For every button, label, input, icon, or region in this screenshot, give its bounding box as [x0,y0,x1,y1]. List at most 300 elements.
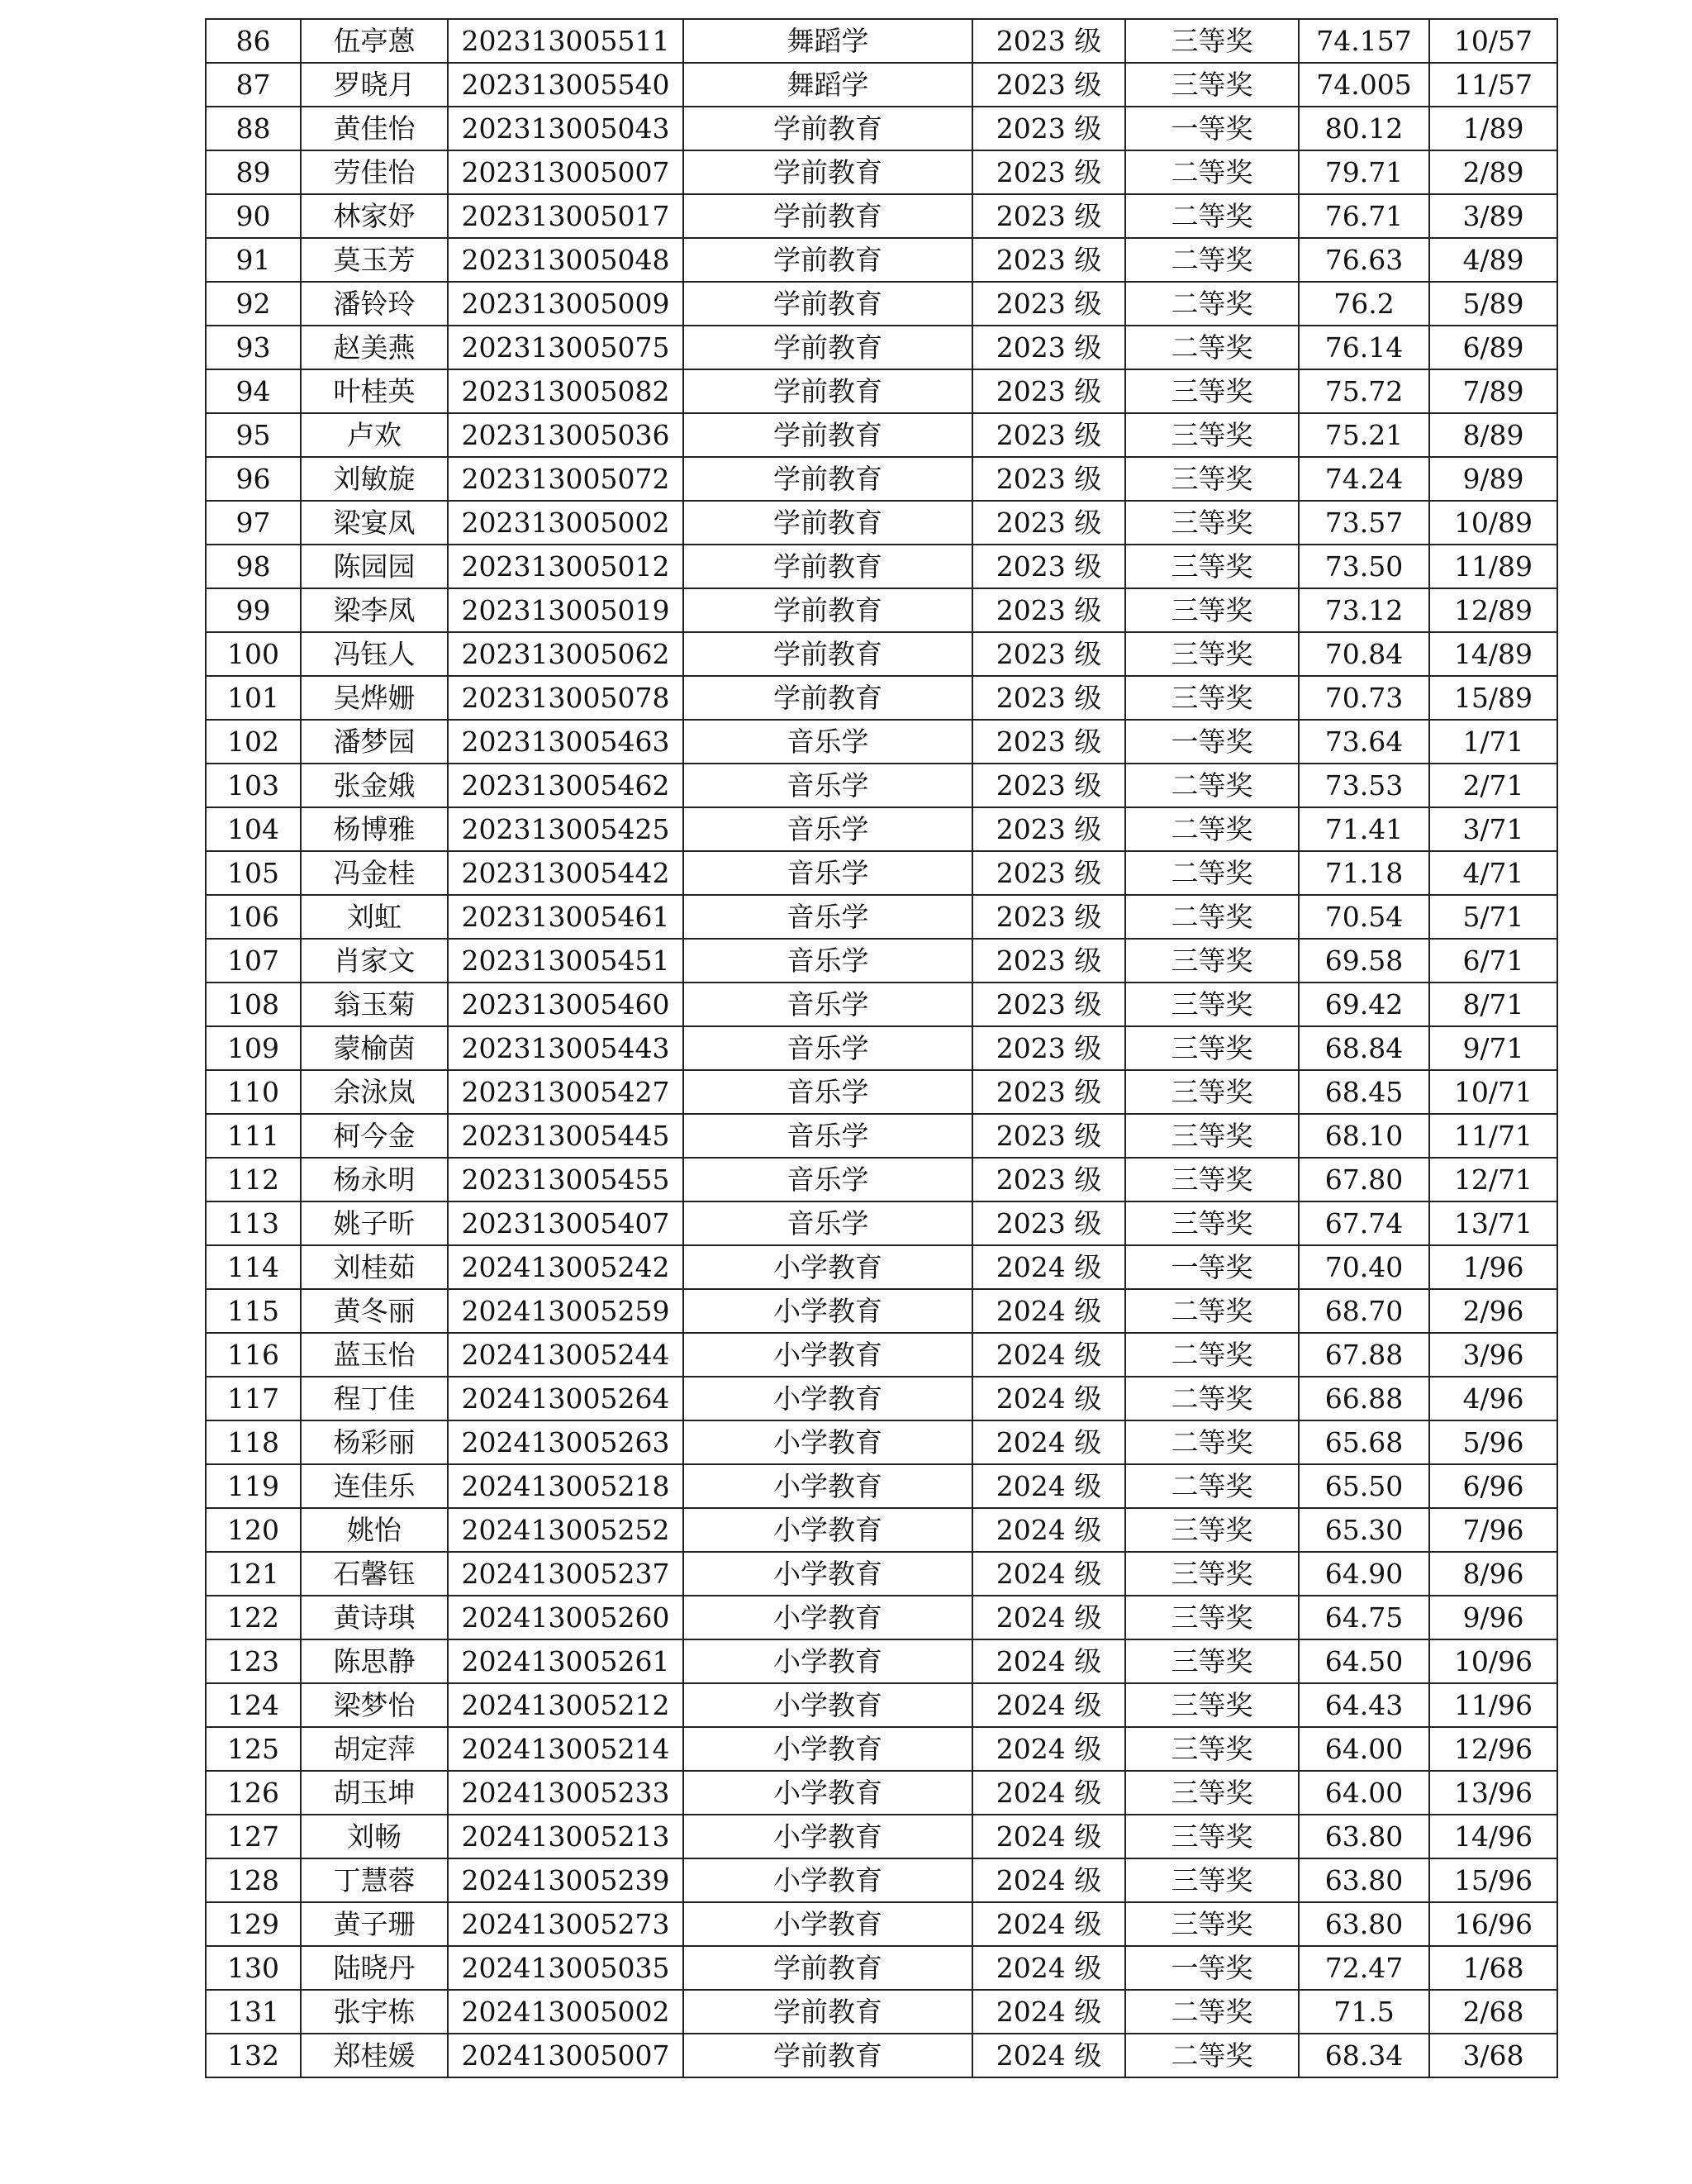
score-cell: 64.00 [1299,1727,1429,1771]
score-cell: 69.58 [1299,939,1429,983]
major-cell: 学前教育 [683,369,972,413]
award-level-cell: 二等奖 [1125,895,1299,939]
student-name-cell: 柯今金 [301,1114,448,1158]
table-row [206,851,1557,895]
student-id-cell: 202313005078 [448,676,683,720]
major-cell: 小学教育 [683,1771,972,1815]
score-cell: 69.42 [1299,983,1429,1026]
table-row [206,1464,1557,1508]
grade-cell: 2024 级 [972,1771,1125,1815]
table-row [206,632,1557,676]
major-cell: 音乐学 [683,807,972,851]
major-cell: 小学教育 [683,1727,972,1771]
award-level-cell: 三等奖 [1125,1508,1299,1552]
score-cell: 64.90 [1299,1552,1429,1596]
seq-number-cell: 115 [206,1289,301,1333]
grade-cell: 2023 级 [972,19,1125,63]
table-row [206,1639,1557,1683]
rank-cell: 11/89 [1429,545,1557,588]
student-name-cell: 梁李凤 [301,588,448,632]
table-row [206,1902,1557,1946]
student-id-cell: 202313005012 [448,545,683,588]
major-cell: 学前教育 [683,2034,972,2077]
grade-cell: 2023 级 [972,939,1125,983]
seq-number-cell: 109 [206,1026,301,1070]
grade-cell: 2023 级 [972,1026,1125,1070]
table-row [206,1377,1557,1420]
award-table-body [206,19,1557,2077]
table-row [206,107,1557,150]
score-cell: 73.57 [1299,501,1429,545]
major-cell: 音乐学 [683,1114,972,1158]
table-row [206,282,1557,326]
seq-number-cell: 99 [206,588,301,632]
rank-cell: 3/68 [1429,2034,1557,2077]
grade-cell: 2023 级 [972,807,1125,851]
rank-cell: 8/89 [1429,413,1557,457]
major-cell: 学前教育 [683,282,972,326]
major-cell: 音乐学 [683,939,972,983]
table-row [206,413,1557,457]
major-cell: 音乐学 [683,1201,972,1245]
student-name-cell: 陆晓丹 [301,1946,448,1990]
table-row [206,63,1557,107]
table-row [206,238,1557,282]
grade-cell: 2024 级 [972,1990,1125,2034]
seq-number-cell: 122 [206,1596,301,1639]
score-cell: 63.80 [1299,1902,1429,1946]
seq-number-cell: 100 [206,632,301,676]
student-name-cell: 潘铃玲 [301,282,448,326]
grade-cell: 2023 级 [972,150,1125,194]
seq-number-cell: 112 [206,1158,301,1201]
student-id-cell: 202313005425 [448,807,683,851]
seq-number-cell: 104 [206,807,301,851]
score-cell: 71.18 [1299,851,1429,895]
major-cell: 音乐学 [683,851,972,895]
grade-cell: 2023 级 [972,238,1125,282]
student-name-cell: 卢欢 [301,413,448,457]
award-level-cell: 二等奖 [1125,1464,1299,1508]
award-level-cell: 二等奖 [1125,238,1299,282]
seq-number-cell: 92 [206,282,301,326]
award-level-cell: 一等奖 [1125,1946,1299,1990]
award-level-cell: 二等奖 [1125,2034,1299,2077]
student-id-cell: 202313005451 [448,939,683,983]
grade-cell: 2023 级 [972,326,1125,369]
score-cell: 70.40 [1299,1245,1429,1289]
seq-number-cell: 102 [206,720,301,764]
student-name-cell: 胡定萍 [301,1727,448,1771]
rank-cell: 5/89 [1429,282,1557,326]
table-row [206,150,1557,194]
score-cell: 74.005 [1299,63,1429,107]
major-cell: 小学教育 [683,1552,972,1596]
award-level-cell: 三等奖 [1125,1902,1299,1946]
grade-cell: 2024 级 [972,1333,1125,1377]
score-cell: 72.47 [1299,1946,1429,1990]
major-cell: 舞蹈学 [683,19,972,63]
rank-cell: 10/96 [1429,1639,1557,1683]
seq-number-cell: 132 [206,2034,301,2077]
seq-number-cell: 130 [206,1946,301,1990]
rank-cell: 7/96 [1429,1508,1557,1552]
rank-cell: 10/89 [1429,501,1557,545]
rank-cell: 15/89 [1429,676,1557,720]
award-level-cell: 三等奖 [1125,939,1299,983]
student-id-cell: 202413005264 [448,1377,683,1420]
seq-number-cell: 107 [206,939,301,983]
seq-number-cell: 90 [206,194,301,238]
major-cell: 小学教育 [683,1377,972,1420]
score-cell: 65.30 [1299,1508,1429,1552]
student-name-cell: 肖家文 [301,939,448,983]
rank-cell: 4/71 [1429,851,1557,895]
seq-number-cell: 97 [206,501,301,545]
grade-cell: 2024 级 [972,1858,1125,1902]
seq-number-cell: 95 [206,413,301,457]
student-id-cell: 202313005407 [448,1201,683,1245]
score-cell: 68.45 [1299,1070,1429,1114]
score-cell: 73.12 [1299,588,1429,632]
major-cell: 学前教育 [683,632,972,676]
student-id-cell: 202313005461 [448,895,683,939]
seq-number-cell: 88 [206,107,301,150]
award-level-cell: 三等奖 [1125,676,1299,720]
table-row [206,1026,1557,1070]
student-id-cell: 202313005540 [448,63,683,107]
student-id-cell: 202413005263 [448,1420,683,1464]
student-name-cell: 吴烨姗 [301,676,448,720]
major-cell: 学前教育 [683,413,972,457]
table-row [206,1990,1557,2034]
table-row [206,1552,1557,1596]
award-level-cell: 三等奖 [1125,63,1299,107]
student-name-cell: 刘虹 [301,895,448,939]
rank-cell: 9/71 [1429,1026,1557,1070]
rank-cell: 4/89 [1429,238,1557,282]
student-name-cell: 莫玉芳 [301,238,448,282]
rank-cell: 11/96 [1429,1683,1557,1727]
award-level-cell: 三等奖 [1125,1815,1299,1858]
grade-cell: 2024 级 [972,1727,1125,1771]
grade-cell: 2024 级 [972,1683,1125,1727]
student-name-cell: 姚子昕 [301,1201,448,1245]
award-level-cell: 三等奖 [1125,1201,1299,1245]
award-level-cell: 二等奖 [1125,1333,1299,1377]
award-level-cell: 二等奖 [1125,282,1299,326]
student-name-cell: 黄诗琪 [301,1596,448,1639]
student-name-cell: 刘畅 [301,1815,448,1858]
seq-number-cell: 128 [206,1858,301,1902]
grade-cell: 2023 级 [972,545,1125,588]
student-name-cell: 劳佳怡 [301,150,448,194]
seq-number-cell: 94 [206,369,301,413]
seq-number-cell: 113 [206,1201,301,1245]
grade-cell: 2023 级 [972,194,1125,238]
major-cell: 学前教育 [683,1990,972,2034]
seq-number-cell: 131 [206,1990,301,2034]
award-level-cell: 二等奖 [1125,1377,1299,1420]
student-name-cell: 赵美燕 [301,326,448,369]
student-id-cell: 202313005072 [448,457,683,501]
rank-cell: 6/71 [1429,939,1557,983]
award-level-cell: 三等奖 [1125,369,1299,413]
table-row [206,939,1557,983]
score-cell: 67.88 [1299,1333,1429,1377]
major-cell: 小学教育 [683,1815,972,1858]
award-level-cell: 二等奖 [1125,764,1299,807]
score-cell: 66.88 [1299,1377,1429,1420]
score-cell: 64.50 [1299,1639,1429,1683]
student-name-cell: 程丁佳 [301,1377,448,1420]
score-cell: 73.50 [1299,545,1429,588]
seq-number-cell: 127 [206,1815,301,1858]
major-cell: 音乐学 [683,720,972,764]
seq-number-cell: 126 [206,1771,301,1815]
grade-cell: 2023 级 [972,588,1125,632]
seq-number-cell: 129 [206,1902,301,1946]
grade-cell: 2024 级 [972,1508,1125,1552]
award-level-cell: 一等奖 [1125,1245,1299,1289]
student-name-cell: 黄冬丽 [301,1289,448,1333]
award-level-cell: 二等奖 [1125,150,1299,194]
grade-cell: 2023 级 [972,501,1125,545]
student-id-cell: 202313005043 [448,107,683,150]
student-id-cell: 202413005244 [448,1333,683,1377]
student-id-cell: 202313005443 [448,1026,683,1070]
student-name-cell: 林家妤 [301,194,448,238]
seq-number-cell: 98 [206,545,301,588]
student-id-cell: 202313005062 [448,632,683,676]
score-cell: 71.41 [1299,807,1429,851]
rank-cell: 6/96 [1429,1464,1557,1508]
award-level-cell: 三等奖 [1125,457,1299,501]
student-name-cell: 黄佳怡 [301,107,448,150]
score-cell: 64.43 [1299,1683,1429,1727]
score-cell: 74.24 [1299,457,1429,501]
award-level-cell: 三等奖 [1125,1070,1299,1114]
score-cell: 76.63 [1299,238,1429,282]
student-id-cell: 202413005259 [448,1289,683,1333]
student-name-cell: 蒙榆茵 [301,1026,448,1070]
rank-cell: 4/96 [1429,1377,1557,1420]
award-level-cell: 三等奖 [1125,1683,1299,1727]
student-name-cell: 罗晓月 [301,63,448,107]
major-cell: 学前教育 [683,676,972,720]
rank-cell: 13/96 [1429,1771,1557,1815]
award-level-cell: 三等奖 [1125,413,1299,457]
award-level-cell: 三等奖 [1125,1639,1299,1683]
award-level-cell: 三等奖 [1125,588,1299,632]
seq-number-cell: 123 [206,1639,301,1683]
student-id-cell: 202413005212 [448,1683,683,1727]
seq-number-cell: 116 [206,1333,301,1377]
student-id-cell: 202413005233 [448,1771,683,1815]
student-id-cell: 202313005445 [448,1114,683,1158]
award-level-cell: 三等奖 [1125,545,1299,588]
table-row [206,1683,1557,1727]
student-name-cell: 冯金桂 [301,851,448,895]
seq-number-cell: 118 [206,1420,301,1464]
seq-number-cell: 93 [206,326,301,369]
major-cell: 小学教育 [683,1858,972,1902]
table-row [206,19,1557,63]
score-cell: 63.80 [1299,1815,1429,1858]
grade-cell: 2023 级 [972,720,1125,764]
rank-cell: 3/96 [1429,1333,1557,1377]
award-level-cell: 二等奖 [1125,851,1299,895]
grade-cell: 2024 级 [972,1552,1125,1596]
rank-cell: 14/96 [1429,1815,1557,1858]
seq-number-cell: 101 [206,676,301,720]
table-row [206,2034,1557,2077]
student-name-cell: 余泳岚 [301,1070,448,1114]
major-cell: 音乐学 [683,1158,972,1201]
score-cell: 73.64 [1299,720,1429,764]
student-name-cell: 黄子珊 [301,1902,448,1946]
table-row [206,1158,1557,1201]
award-level-cell: 二等奖 [1125,1289,1299,1333]
rank-cell: 13/71 [1429,1201,1557,1245]
seq-number-cell: 117 [206,1377,301,1420]
table-row [206,1245,1557,1289]
seq-number-cell: 108 [206,983,301,1026]
award-level-cell: 三等奖 [1125,1026,1299,1070]
seq-number-cell: 96 [206,457,301,501]
student-name-cell: 蓝玉怡 [301,1333,448,1377]
seq-number-cell: 91 [206,238,301,282]
major-cell: 小学教育 [683,1333,972,1377]
rank-cell: 6/89 [1429,326,1557,369]
student-id-cell: 202413005213 [448,1815,683,1858]
student-name-cell: 梁梦怡 [301,1683,448,1727]
score-cell: 65.68 [1299,1420,1429,1464]
grade-cell: 2023 级 [972,1158,1125,1201]
rank-cell: 15/96 [1429,1858,1557,1902]
major-cell: 学前教育 [683,1946,972,1990]
score-cell: 80.12 [1299,107,1429,150]
table-row [206,1727,1557,1771]
score-cell: 75.72 [1299,369,1429,413]
student-name-cell: 冯钰人 [301,632,448,676]
student-name-cell: 伍亭蒽 [301,19,448,63]
student-id-cell: 202313005511 [448,19,683,63]
table-row [206,807,1557,851]
seq-number-cell: 87 [206,63,301,107]
grade-cell: 2023 级 [972,413,1125,457]
student-id-cell: 202313005460 [448,983,683,1026]
major-cell: 学前教育 [683,545,972,588]
rank-cell: 2/68 [1429,1990,1557,2034]
major-cell: 音乐学 [683,764,972,807]
rank-cell: 12/96 [1429,1727,1557,1771]
award-level-cell: 三等奖 [1125,1158,1299,1201]
major-cell: 音乐学 [683,895,972,939]
rank-cell: 8/96 [1429,1552,1557,1596]
seq-number-cell: 124 [206,1683,301,1727]
major-cell: 学前教育 [683,194,972,238]
grade-cell: 2023 级 [972,764,1125,807]
score-cell: 74.157 [1299,19,1429,63]
student-id-cell: 202413005218 [448,1464,683,1508]
grade-cell: 2024 级 [972,1464,1125,1508]
seq-number-cell: 106 [206,895,301,939]
table-row [206,588,1557,632]
student-name-cell: 陈园园 [301,545,448,588]
award-level-cell: 二等奖 [1125,1990,1299,2034]
student-id-cell: 202313005036 [448,413,683,457]
award-level-cell: 二等奖 [1125,194,1299,238]
table-row [206,457,1557,501]
student-id-cell: 202313005082 [448,369,683,413]
seq-number-cell: 120 [206,1508,301,1552]
table-row [206,501,1557,545]
major-cell: 小学教育 [683,1464,972,1508]
grade-cell: 2023 级 [972,107,1125,150]
table-row [206,1508,1557,1552]
table-row [206,764,1557,807]
student-name-cell: 丁慧蓉 [301,1858,448,1902]
table-row [206,1289,1557,1333]
student-name-cell: 杨博雅 [301,807,448,851]
student-id-cell: 202313005075 [448,326,683,369]
major-cell: 小学教育 [683,1639,972,1683]
student-id-cell: 202413005214 [448,1727,683,1771]
grade-cell: 2024 级 [972,1289,1125,1333]
table-row [206,1070,1557,1114]
major-cell: 小学教育 [683,1902,972,1946]
score-cell: 70.73 [1299,676,1429,720]
major-cell: 学前教育 [683,238,972,282]
score-cell: 64.75 [1299,1596,1429,1639]
score-cell: 67.74 [1299,1201,1429,1245]
award-level-cell: 三等奖 [1125,1858,1299,1902]
table-row [206,545,1557,588]
student-id-cell: 202413005260 [448,1596,683,1639]
award-level-cell: 一等奖 [1125,107,1299,150]
score-cell: 71.5 [1299,1990,1429,2034]
rank-cell: 9/89 [1429,457,1557,501]
rank-cell: 12/71 [1429,1158,1557,1201]
score-cell: 79.71 [1299,150,1429,194]
rank-cell: 14/89 [1429,632,1557,676]
rank-cell: 8/71 [1429,983,1557,1026]
rank-cell: 10/57 [1429,19,1557,63]
score-cell: 65.50 [1299,1464,1429,1508]
major-cell: 音乐学 [683,1070,972,1114]
table-row [206,1201,1557,1245]
rank-cell: 10/71 [1429,1070,1557,1114]
rank-cell: 11/57 [1429,63,1557,107]
table-row [206,1858,1557,1902]
grade-cell: 2023 级 [972,983,1125,1026]
student-id-cell: 202313005442 [448,851,683,895]
student-id-cell: 202413005237 [448,1552,683,1596]
student-name-cell: 叶桂英 [301,369,448,413]
award-level-cell: 二等奖 [1125,1420,1299,1464]
grade-cell: 2023 级 [972,895,1125,939]
student-name-cell: 刘桂茹 [301,1245,448,1289]
grade-cell: 2023 级 [972,632,1125,676]
student-id-cell: 202413005242 [448,1245,683,1289]
rank-cell: 1/71 [1429,720,1557,764]
award-level-cell: 一等奖 [1125,720,1299,764]
major-cell: 小学教育 [683,1289,972,1333]
award-level-cell: 三等奖 [1125,19,1299,63]
major-cell: 学前教育 [683,588,972,632]
major-cell: 小学教育 [683,1420,972,1464]
